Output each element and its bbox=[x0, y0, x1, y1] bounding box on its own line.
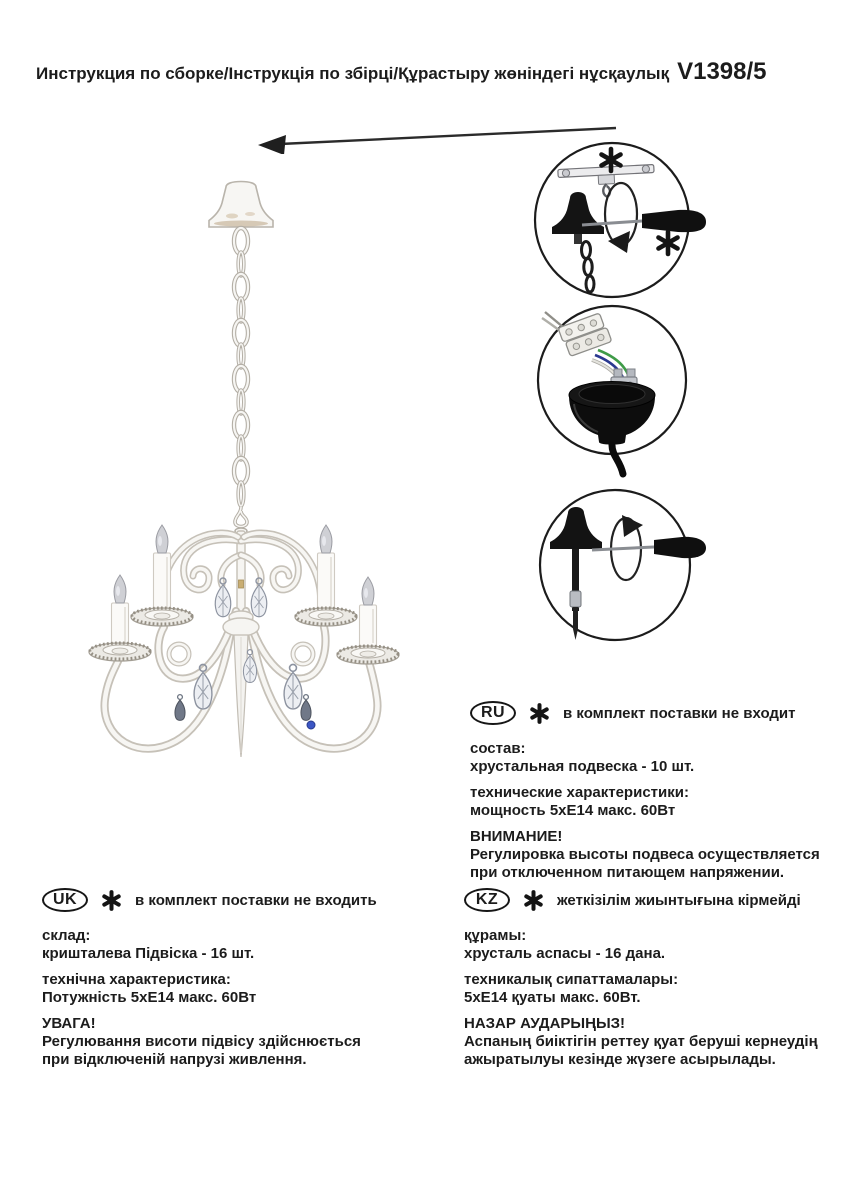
specs-value: мощность 5хЕ14 макс. 60Вт bbox=[470, 802, 676, 819]
composition-value: хрусталь аспасы - 16 дана. bbox=[464, 945, 666, 962]
warning-line: Аспаның биіктігін реттеу қуат беруші кернеудің bbox=[464, 1033, 818, 1050]
specs-value: Потужність 5хЕ14 макс. 60Вт bbox=[42, 989, 257, 1006]
composition-value: кришталева Підвіска - 16 шт. bbox=[42, 945, 255, 962]
suspension-chain bbox=[234, 228, 248, 534]
bobeche-1 bbox=[89, 643, 151, 661]
asterisk-icon bbox=[523, 890, 544, 911]
section-uk bbox=[42, 888, 442, 1077]
warning-line: ажыратылуы кезінде жүзеге асырылады. bbox=[464, 1051, 776, 1068]
composition-value: хрустальная подвеска - 10 шт. bbox=[470, 758, 695, 775]
asterisk-icon bbox=[529, 703, 550, 724]
model-number: V1398/5 bbox=[677, 58, 767, 85]
bobeche-3 bbox=[295, 608, 357, 626]
warning-line: при отключенном питающем напряжении. bbox=[470, 864, 785, 881]
page-title bbox=[36, 58, 767, 86]
bobeche-4 bbox=[337, 646, 399, 664]
section-kz-header bbox=[464, 888, 844, 912]
section-ru-header bbox=[470, 701, 842, 725]
warning-title: НАЗАР АУДАРЫҢЫЗ! bbox=[464, 1015, 626, 1032]
chandelier-body bbox=[105, 531, 378, 757]
candle-3 bbox=[295, 525, 357, 626]
step1-diagram bbox=[528, 134, 714, 306]
composition-label: состав: bbox=[470, 740, 526, 757]
step2-diagram bbox=[532, 298, 700, 482]
lang-badge-kz: KZ bbox=[464, 888, 510, 912]
specs-label: техникалық сипаттамалары: bbox=[464, 971, 679, 988]
warning-title: УВАГА! bbox=[42, 1015, 96, 1032]
specs-value: 5хЕ14 қуаты макс. 60Вт. bbox=[464, 989, 641, 1006]
warning-line: Регулювання висоти підвісу здійснюється bbox=[42, 1033, 361, 1050]
step3-diagram bbox=[530, 483, 710, 655]
asterisk-icon bbox=[101, 890, 122, 911]
not-included-note: в комплект поставки не входить bbox=[135, 891, 377, 909]
specs-label: технические характеристики: bbox=[470, 784, 689, 801]
warning-line: Регулировка высоты подвеса осуществляется bbox=[470, 846, 820, 863]
not-included-note: жеткізілім жиынтығына кірмейді bbox=[557, 891, 801, 909]
ceiling-canopy bbox=[209, 182, 273, 228]
section-uk-header bbox=[42, 888, 442, 912]
composition-label: құрамы: bbox=[464, 927, 527, 944]
composition-label: склад: bbox=[42, 927, 91, 944]
bobeche-2 bbox=[131, 608, 193, 626]
section-kz bbox=[464, 888, 844, 1077]
specs-label: технічна характеристика: bbox=[42, 971, 231, 988]
lang-badge-ru: RU bbox=[470, 701, 516, 725]
chandelier-product-photo bbox=[80, 165, 450, 775]
section-ru bbox=[470, 701, 842, 890]
lang-badge-uk: UK bbox=[42, 888, 88, 912]
title-text: Инструкция по сборке/Інструкція по збірці/Құрастыру жөніндегі нұсқаулық bbox=[36, 64, 670, 83]
not-included-note: в комплект поставки не входит bbox=[563, 704, 796, 722]
warning-title: ВНИМАНИЕ! bbox=[470, 828, 563, 845]
warning-line: при відключеній напрузі живлення. bbox=[42, 1051, 307, 1068]
